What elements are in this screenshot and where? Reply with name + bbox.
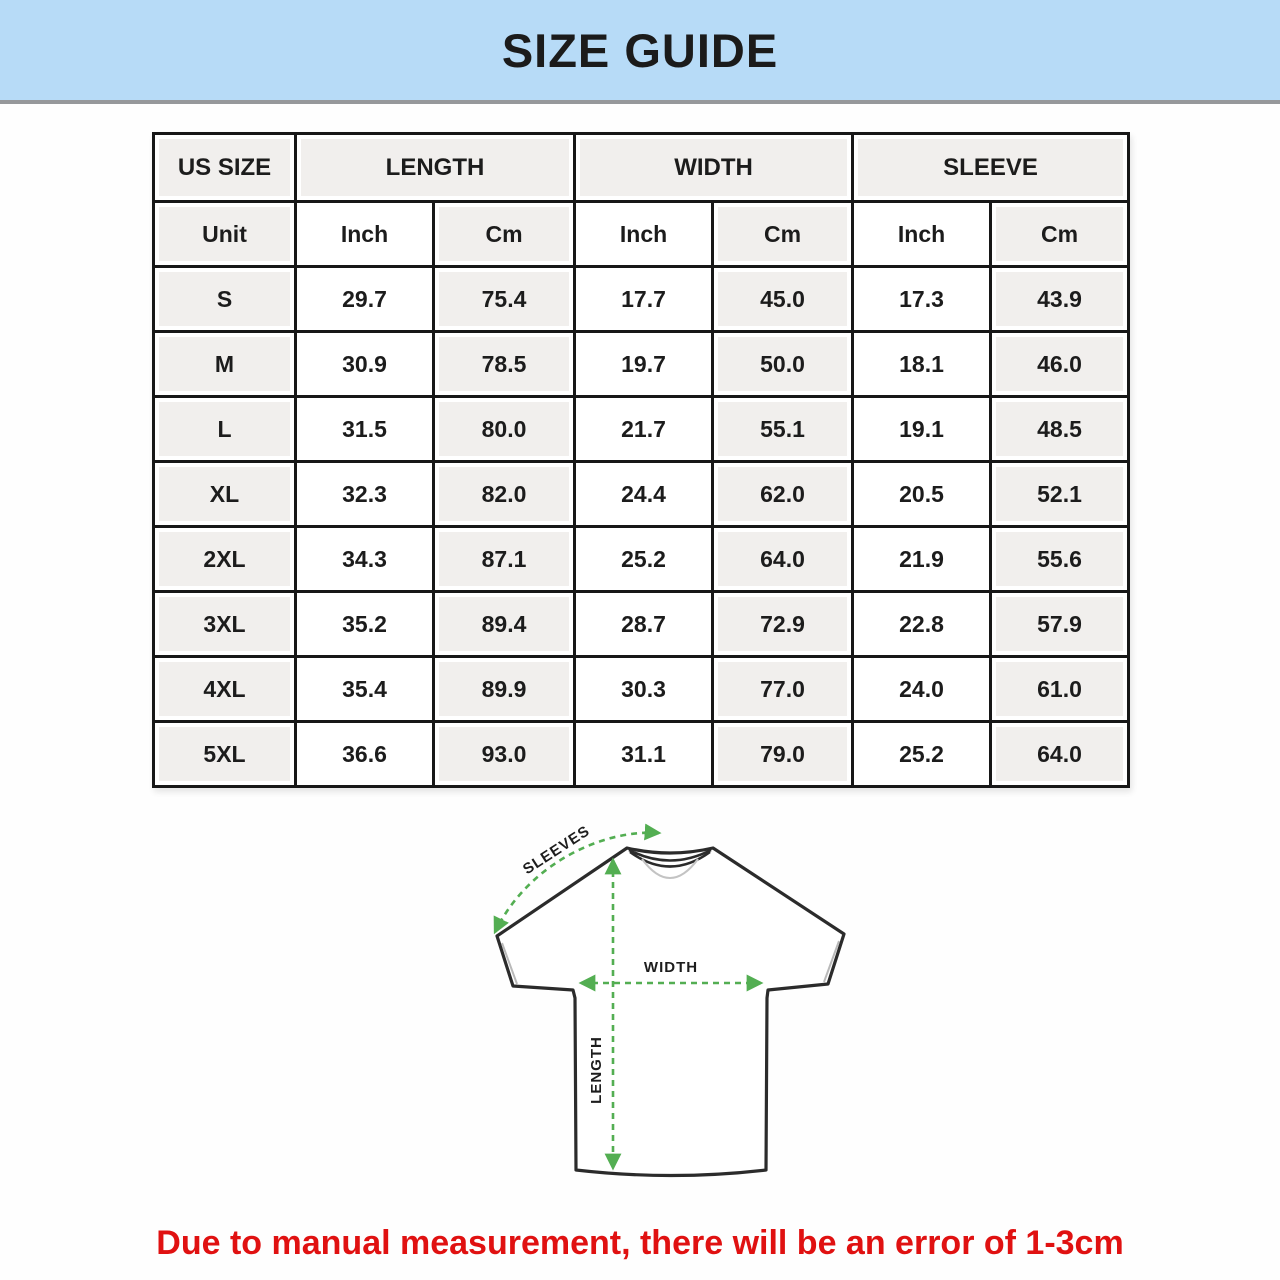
table-cell: 18.1 [853,332,991,397]
sleeves-label: SLEEVES [519,822,594,879]
table-cell: 25.2 [853,722,991,787]
size-label: 5XL [154,722,296,787]
page-title: SIZE GUIDE [501,23,779,77]
unit-length-cm: Cm [434,202,575,267]
size-label: S [154,267,296,332]
table-cell: 77.0 [713,657,853,722]
table-cell: 17.3 [853,267,991,332]
table-cell: 30.9 [296,332,434,397]
table-cell: 89.4 [434,592,575,657]
table-cell: 22.8 [853,592,991,657]
table-row-s [154,267,1129,332]
table-cell: 31.1 [575,722,713,787]
size-label: L [154,397,296,462]
table-cell: 45.0 [713,267,853,332]
size-table-wrapper [152,132,1130,788]
table-cell: 17.7 [575,267,713,332]
measurement-disclaimer: Due to manual measurement, there will be an error of 1-3cm [156,1224,1124,1262]
table-cell: 87.1 [434,527,575,592]
banner [0,0,1280,104]
table-cell: 62.0 [713,462,853,527]
table-cell: 19.1 [853,397,991,462]
table-cell: 35.2 [296,592,434,657]
table-cell: 35.4 [296,657,434,722]
table-cell: 36.6 [296,722,434,787]
size-label: 4XL [154,657,296,722]
table-row-l [154,397,1129,462]
size-label: 3XL [154,592,296,657]
table-cell: 89.9 [434,657,575,722]
size-label: M [154,332,296,397]
table-cell: 20.5 [853,462,991,527]
table-cell: 93.0 [434,722,575,787]
table-row-3xl [154,592,1129,657]
table-cell: 43.9 [991,267,1129,332]
table-row-4xl [154,657,1129,722]
length-label: LENGTH [588,1036,605,1104]
table-row-xl [154,462,1129,527]
table-cell: 48.5 [991,397,1129,462]
tshirt-diagram-svg [455,810,885,1225]
table-cell: 78.5 [434,332,575,397]
size-label: 2XL [154,527,296,592]
table-cell: 61.0 [991,657,1129,722]
table-cell: 55.6 [991,527,1129,592]
size-label: XL [154,462,296,527]
table-cell: 24.4 [575,462,713,527]
header-sleeve: SLEEVE [853,134,1129,202]
unit-row [154,202,1129,267]
table-cell: 25.2 [575,527,713,592]
table-cell: 21.7 [575,397,713,462]
table-cell: 21.9 [853,527,991,592]
table-cell: 19.7 [575,332,713,397]
width-label: WIDTH [643,959,699,976]
header-us-size: US SIZE [154,134,296,202]
table-header-row [154,134,1129,202]
table-cell: 52.1 [991,462,1129,527]
table-cell: 64.0 [991,722,1129,787]
unit-width-inch: Inch [575,202,713,267]
table-cell: 34.3 [296,527,434,592]
table-cell: 28.7 [575,592,713,657]
table-cell: 72.9 [713,592,853,657]
table-cell: 29.7 [296,267,434,332]
table-cell: 57.9 [991,592,1129,657]
unit-length-inch: Inch [296,202,434,267]
table-cell: 64.0 [713,527,853,592]
header-length: LENGTH [296,134,575,202]
table-cell: 80.0 [434,397,575,462]
tshirt-outline [497,848,844,1176]
table-row-2xl [154,527,1129,592]
unit-label: Unit [154,202,296,267]
table-row-5xl [154,722,1129,787]
table-cell: 30.3 [575,657,713,722]
table-cell: 79.0 [713,722,853,787]
size-table [152,132,1130,788]
table-cell: 31.5 [296,397,434,462]
table-cell: 75.4 [434,267,575,332]
unit-sleeve-inch: Inch [853,202,991,267]
table-cell: 50.0 [713,332,853,397]
table-cell: 32.3 [296,462,434,527]
unit-sleeve-cm: Cm [991,202,1129,267]
table-cell: 46.0 [991,332,1129,397]
unit-width-cm: Cm [713,202,853,267]
header-width: WIDTH [575,134,853,202]
table-cell: 82.0 [434,462,575,527]
tshirt-measurement-diagram [455,810,885,1225]
table-row-m [154,332,1129,397]
table-cell: 55.1 [713,397,853,462]
table-cell: 24.0 [853,657,991,722]
